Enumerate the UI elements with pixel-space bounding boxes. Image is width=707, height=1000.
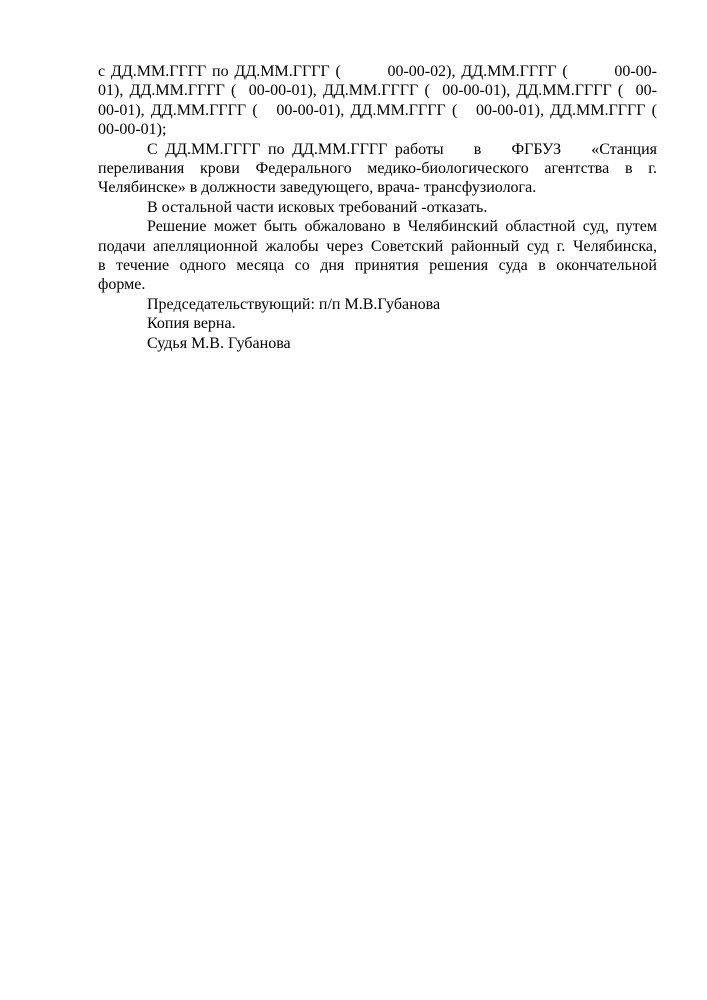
text-line: в течение одного месяца со дня принятия решения суда в окончательной <box>98 257 657 275</box>
text-line: подачи апелляционной жалобы через Советский районный суд г. Челябинска, <box>98 237 657 255</box>
text-line: С ДД.ММ.ГГГГ по ДД.ММ.ГГГГ работы в ФГБУЗ «Станция <box>147 140 657 158</box>
text-line: переливания крови Федерального медико-биологического агентства в г. <box>98 160 657 178</box>
text-line: форме. <box>98 276 146 294</box>
text-line: Решение может быть обжаловано в Челябинский областной суд, путем <box>147 218 657 236</box>
text-line: 00-00-01); <box>98 121 167 139</box>
text-line: 00-01), ДД.ММ.ГГГГ ( 00-00-01), ДД.ММ.ГГГГ ( 00-00-01), ДД.ММ.ГГГГ ( <box>98 101 657 119</box>
document-text-block <box>98 62 657 353</box>
text-line: Судья М.В. Губанова <box>147 334 291 352</box>
text-line: с ДД.ММ.ГГГГ по ДД.ММ.ГГГГ ( 00-00-02), ДД.ММ.ГГГГ ( 00-00- <box>98 63 657 80</box>
text-line: Челябинске» в должности заведующего, врача- трансфузиолога. <box>98 179 537 197</box>
text-line: В остальной части исковых требований -отказать. <box>147 198 488 216</box>
text-line: Копия верна. <box>147 315 236 333</box>
text-line: 01), ДД.ММ.ГГГГ ( 00-00-01), ДД.ММ.ГГГГ ( 00-00-01), ДД.ММ.ГГГГ ( 00- <box>98 82 657 100</box>
text-line: Председательствующий: п/п М.В.Губанова <box>147 295 441 313</box>
